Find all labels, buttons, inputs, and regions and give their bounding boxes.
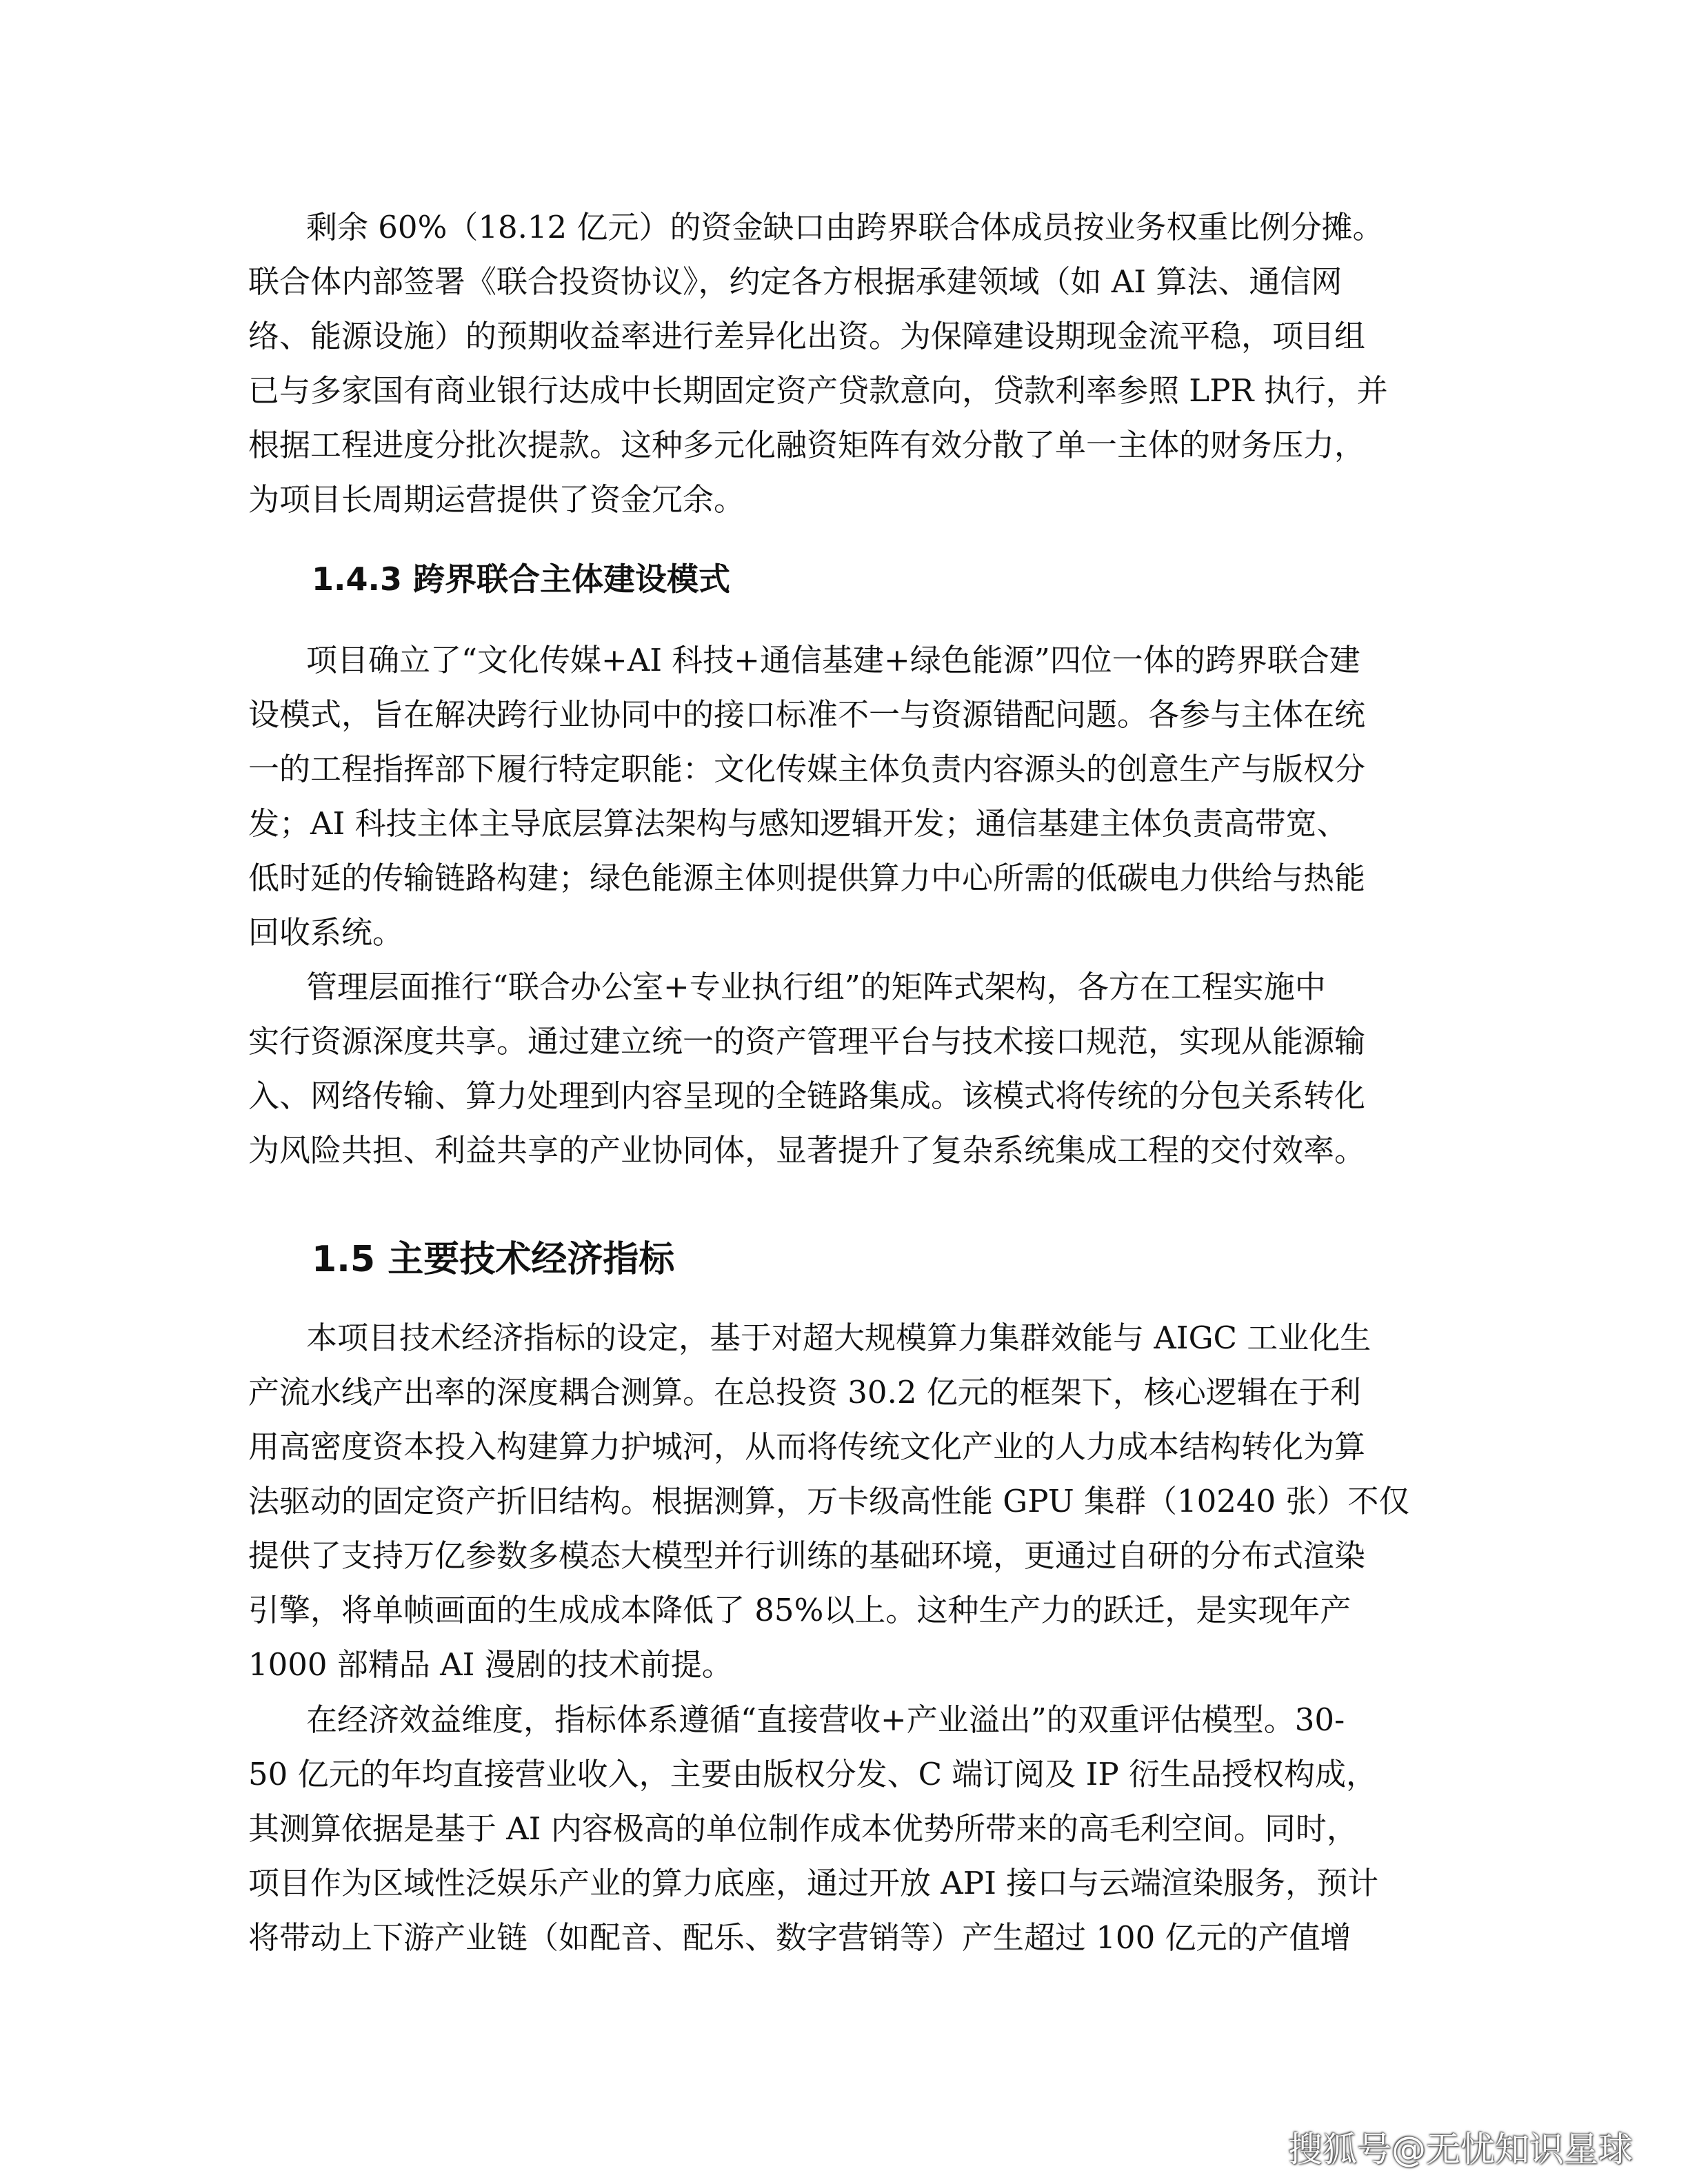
- text-line: 将带动上下游产业链（如配音、配乐、数字营销等）产生超过 100 亿元的产值增: [248, 1919, 1352, 1956]
- text-line: 项目作为区域性泛娱乐产业的算力底座，通过开放 API 接口与云端渲染服务，预计: [248, 1865, 1379, 1901]
- section-heading-1-5: 1.5 主要技术经济指标: [312, 1239, 675, 1280]
- text-line: 50 亿元的年均直接营业收入，主要由版权分发、C 端订阅及 IP 衍生品授权构成，: [248, 1756, 1377, 1792]
- text-line: 用高密度资本投入构建算力护城河，从而将传统文化产业的人力成本结构转化为算: [248, 1428, 1366, 1465]
- text-line: 提供了支持万亿参数多模态大模型并行训练的基础环境，更通过自研的分布式渲染: [248, 1537, 1366, 1574]
- text-line: 一的工程指挥部下履行特定职能：文化传媒主体负责内容源头的创意生产与版权分: [248, 751, 1366, 787]
- text-line: 产流水线产出率的深度耦合测算。在总投资 30.2 亿元的框架下，核心逻辑在于利: [248, 1374, 1361, 1410]
- sohu-watermark: 搜狐号@无忧知识星球: [1288, 2130, 1633, 2170]
- paragraph-cross-sector-model: [248, 633, 1365, 960]
- text-line: 回收系统。: [248, 914, 404, 951]
- text-line: 发；AI 科技主体主导底层算法架构与感知逻辑开发；通信基建主体负责高带宽、: [248, 805, 1348, 842]
- text-line: 络、能源设施）的预期收益率进行差异化出资。为保障建设期现金流平稳，项目组: [248, 318, 1366, 354]
- text-line: 低时延的传输链路构建；绿色能源主体则提供算力中心所需的低碳电力供给与热能: [248, 860, 1366, 896]
- text-line: 法驱动的固定资产折旧结构。根据测算，万卡级高性能 GPU 集群（10240 张）不仅: [248, 1483, 1410, 1519]
- paragraph-financing: [248, 200, 1388, 527]
- text-line: 其测算依据是基于 AI 内容极高的单位制作成本优势所带来的高毛利空间。同时，: [248, 1810, 1358, 1847]
- text-line: 根据工程进度分批次提款。这种多元化融资矩阵有效分散了单一主体的财务压力，: [248, 427, 1366, 463]
- text-line: 1000 部精品 AI 漫剧的技术前提。: [248, 1646, 733, 1683]
- text-line: 设模式，旨在解决跨行业协同中的接口标准不一与资源错配问题。各参与主体在统: [248, 696, 1366, 733]
- text-line: 已与多家国有商业银行达成中长期固定资产贷款意向，贷款利率参照 LPR 执行，并: [248, 372, 1388, 409]
- text-line: 剩余 60%（18.12 亿元）的资金缺口由跨界联合体成员按业务权重比例分摊。: [306, 209, 1384, 245]
- text-line: 管理层面推行“联合办公室+专业执行组”的矩阵式架构，各方在工程实施中: [306, 969, 1326, 1005]
- text-line: 实行资源深度共享。通过建立统一的资产管理平台与技术接口规范，实现从能源输: [248, 1023, 1366, 1060]
- section-heading-1-4-3: 1.4.3 跨界联合主体建设模式: [312, 560, 730, 598]
- text-line: 引擎，将单帧画面的生成成本降低了 85%以上。这种生产力的跃迁，是实现年产: [248, 1592, 1352, 1628]
- paragraph-management-structure: [248, 960, 1365, 1177]
- paragraph-technical-indicators: [248, 1311, 1409, 1692]
- text-line: 为风险共担、利益共享的产业协同体，显著提升了复杂系统集成工程的交付效率。: [248, 1132, 1366, 1169]
- text-line: 本项目技术经济指标的设定，基于对超大规模算力集群效能与 AIGC 工业化生: [306, 1320, 1372, 1356]
- text-line: 在经济效益维度，指标体系遵循“直接营收+产业溢出”的双重评估模型。30-: [306, 1701, 1345, 1738]
- paragraph-economic-benefits: [248, 1692, 1378, 1965]
- text-line: 入、网络传输、算力处理到内容呈现的全链路集成。该模式将传统的分包关系转化: [248, 1078, 1366, 1114]
- text-line: 联合体内部签署《联合投资协议》，约定各方根据承建领域（如 AI 算法、通信网: [248, 263, 1343, 300]
- text-line: 项目确立了“文化传媒+AI 科技+通信基建+绿色能源”四位一体的跨界联合建: [306, 642, 1360, 678]
- text-line: 为项目长周期运营提供了资金冗余。: [248, 481, 745, 518]
